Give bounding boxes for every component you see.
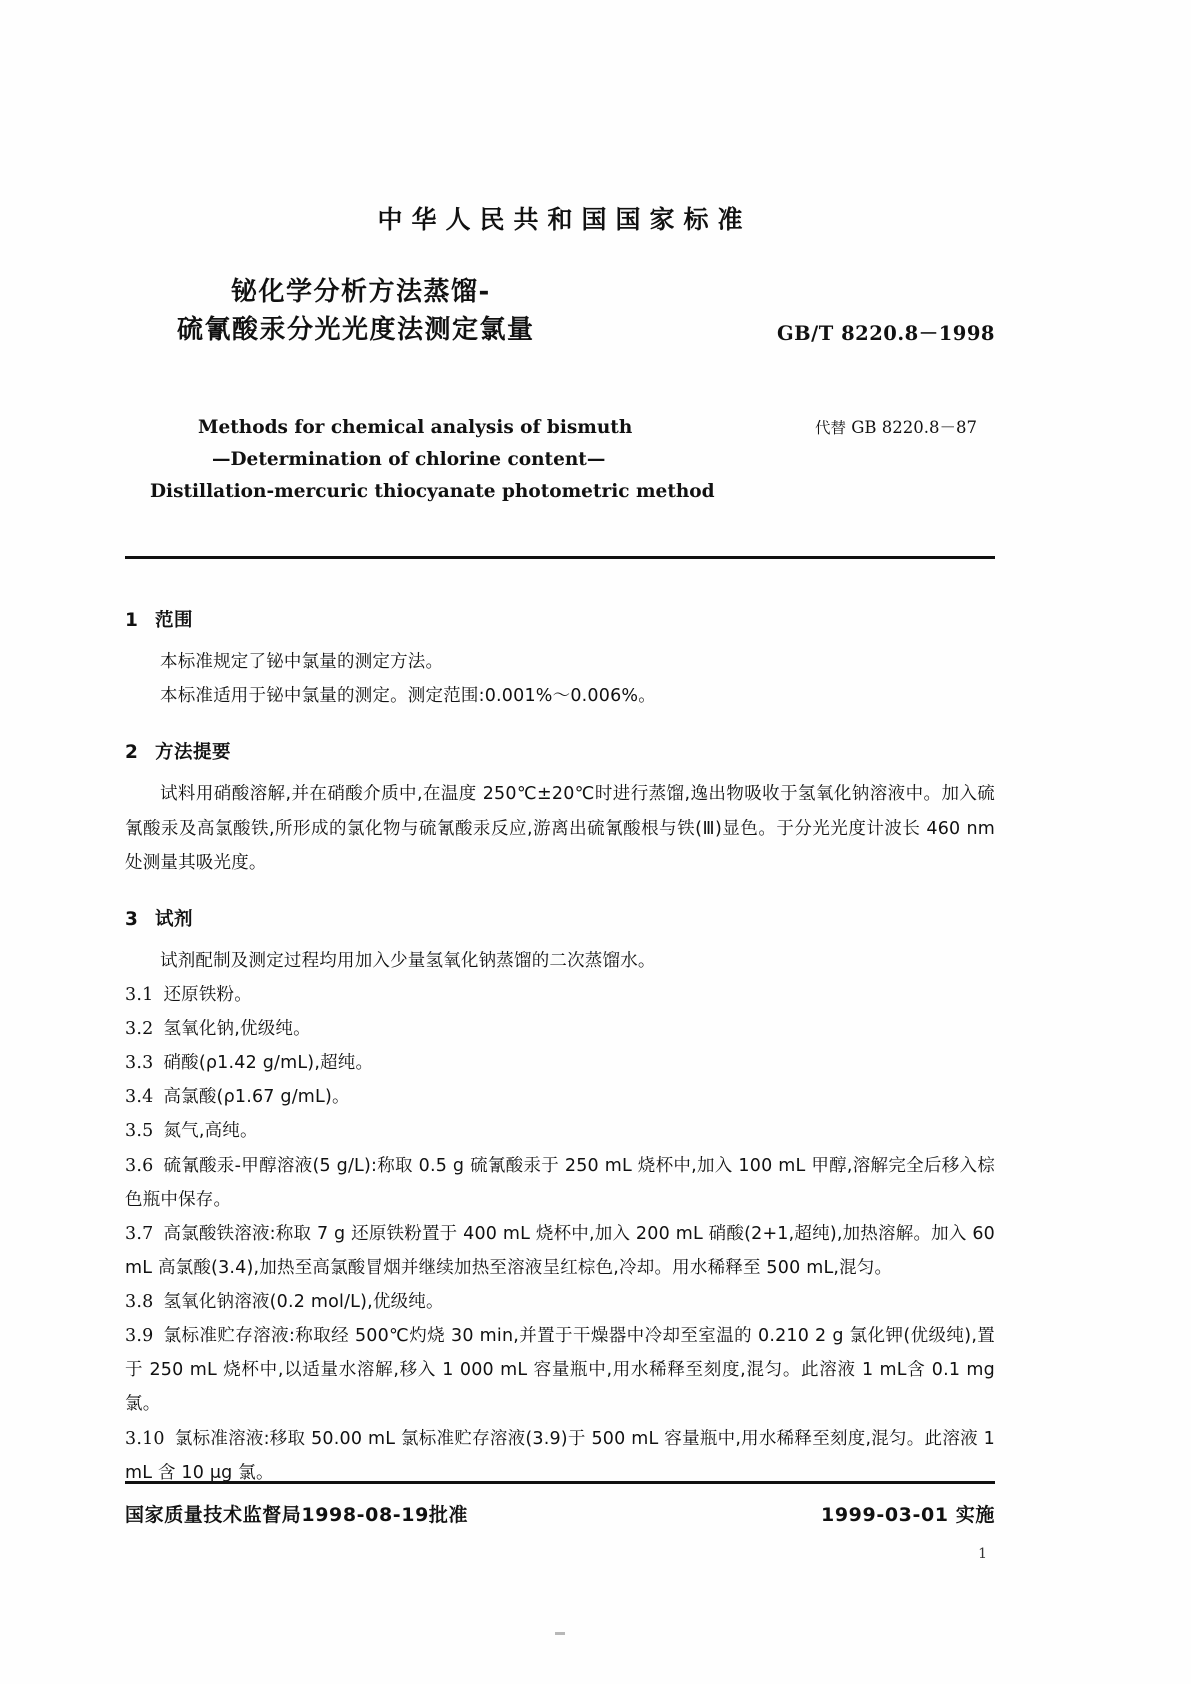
section-title-1: 范围 [155, 610, 194, 631]
reagent-text: 氯标准贮存溶液:称取经 500℃灼烧 30 min,并置于干燥器中冷却至室温的 0.210 2 g 氯化钾(优级纯),置于 250 mL 烧杯中,以适量水溶解,移入 1 000 mL 容量瓶中,用水稀释至刻度,混匀。此溶液 1 mL含 0.1 mg 氯。 [125, 1326, 995, 1415]
english-title-line-3: Distillation-mercuric thiocyanate photometric method [150, 480, 715, 502]
section-1-paragraph-1: 本标准规定了铋中氯量的测定方法。 [160, 652, 444, 673]
reagent-text: 硫氰酸汞-甲醇溶液(5 g/L):称取 0.5 g 硫氰酸汞于 250 mL 烧杯中,加入 100 mL 甲醇,溶解完全后移入棕色瓶中保存。 [125, 1155, 995, 1210]
header-divider-rule [125, 556, 995, 559]
reagent-label: 3.7 [125, 1223, 154, 1244]
chinese-title-line-2: 硫氰酸汞分光光度法测定氯量 [177, 314, 535, 345]
reagent-text: 氢氧化钠溶液(0.2 mol/L),优级纯。 [163, 1292, 444, 1313]
page-number: 1 [978, 1546, 987, 1562]
section-heading-2 [125, 735, 995, 771]
section-heading-3 [125, 902, 995, 938]
english-title-line-2: —Determination of chlorine content— [212, 448, 606, 470]
chinese-title-line-1: 铋化学分析方法蒸馏- [231, 277, 491, 307]
approval-statement: 国家质量技术监督局1998-08-19批准 [125, 1504, 469, 1526]
reagent-text: 氢氧化钠,优级纯。 [163, 1019, 311, 1040]
title-block [125, 274, 995, 370]
national-standard-header: 中华人民共和国国家标准 [377, 205, 752, 234]
reagent-item [125, 1422, 995, 1490]
section-2-paragraph-1: 试料用硝酸溶解,并在硝酸介质中,在温度 250℃±20℃时进行蒸馏,逸出物吸收于氢氧化钠溶液中。加入硫氰酸汞及高氯酸铁,所形成的氯化物与硫氰酸汞反应,游离出硫氰酸根与铁(Ⅲ)显色。于分光光度计波长 460 nm 处测量其吸光度。 [125, 784, 995, 873]
reagent-label: 3.8 [125, 1292, 154, 1313]
reagent-item [125, 1114, 995, 1148]
reagent-item [125, 1080, 995, 1114]
reagent-label: 3.9 [125, 1326, 154, 1347]
section-number-1: 1 [125, 610, 139, 631]
reagent-item [125, 1012, 995, 1046]
section-number-2: 2 [125, 742, 139, 764]
replaces-value: GB 8220.8－87 [851, 418, 977, 437]
page-content-area [125, 0, 995, 1684]
reagent-label: 3.1 [125, 984, 154, 1005]
reagent-item [125, 1285, 995, 1319]
reagent-text: 硝酸(ρ1.42 g/mL),超纯。 [163, 1053, 374, 1074]
reagent-label: 3.2 [125, 1019, 154, 1040]
reagent-text: 氯标准溶液:移取 50.00 mL 氯标准贮存溶液(3.9)于 500 mL 容量瓶中,用水稀释至刻度,混匀。此溶液 1 mL 含 10 μg 氯。 [125, 1428, 995, 1483]
reagent-label: 3.3 [125, 1053, 154, 1074]
reagent-text: 高氯酸铁溶液:称取 7 g 还原铁粉置于 400 mL 烧杯中,加入 200 mL 硝酸(2+1,超纯),加热溶解。加入 60 mL 高氯酸(3.4),加热至高氯酸冒烟并继续加热至溶液呈红棕色,冷却。用水稀释至 500 mL,混匀。 [125, 1223, 995, 1278]
document-body [125, 603, 995, 1490]
reagent-label: 3.6 [125, 1155, 154, 1176]
reagent-item [125, 978, 995, 1012]
page-footer [125, 1500, 995, 1527]
reagent-label: 3.4 [125, 1087, 154, 1108]
section-heading-1 [125, 603, 995, 639]
reagent-label: 3.10 [125, 1428, 165, 1449]
reagent-label: 3.5 [125, 1121, 154, 1142]
reagent-text: 高氯酸(ρ1.67 g/mL)。 [163, 1087, 350, 1108]
section-title-3: 试剂 [155, 908, 194, 930]
replaces-note [815, 414, 977, 438]
reagent-item [125, 1149, 995, 1217]
standard-number: GB/T 8220.8－1998 [777, 322, 995, 345]
section-title-2: 方法提要 [155, 742, 232, 764]
footer-divider-rule [125, 1481, 995, 1484]
reagent-item [125, 1217, 995, 1285]
reagent-text: 氮气,高纯。 [163, 1121, 258, 1142]
effective-date: 1999-03-01 实施 [821, 1504, 995, 1526]
reagent-text: 还原铁粉。 [163, 984, 252, 1005]
section-number-3: 3 [125, 908, 139, 930]
bottom-registration-mark [555, 1632, 565, 1635]
english-title-block [125, 412, 995, 508]
section-3-paragraph-1: 试剂配制及测定过程均用加入少量氢氧化钠蒸馏的二次蒸馏水。 [160, 950, 656, 971]
reagent-item [125, 1046, 995, 1080]
replaces-label: 代替 [814, 419, 846, 437]
english-title-line-1: Methods for chemical analysis of bismuth [198, 417, 633, 438]
section-1-paragraph-2: 本标准适用于铋中氯量的测定。测定范围:0.001%～0.006%。 [160, 686, 656, 707]
reagent-item [125, 1319, 995, 1421]
